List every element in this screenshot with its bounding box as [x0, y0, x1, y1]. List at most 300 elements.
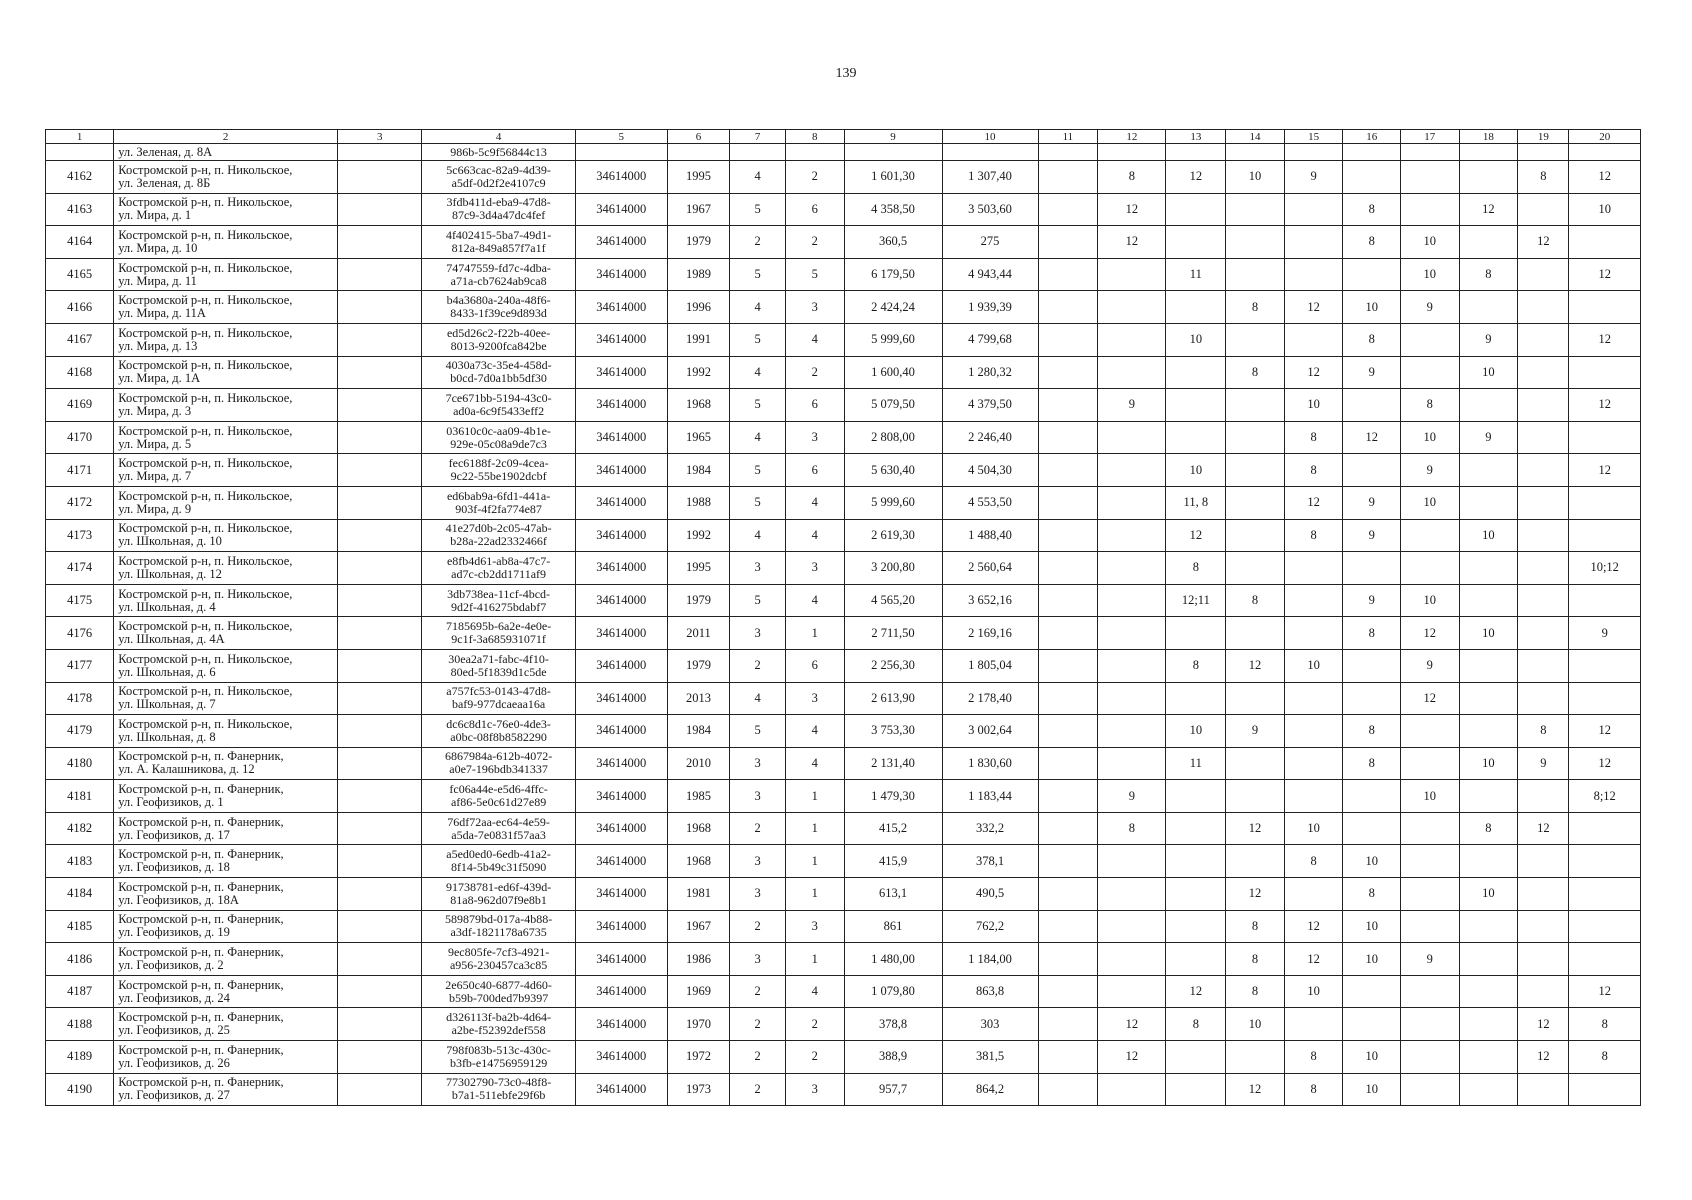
cell-c5: 34614000	[575, 486, 667, 519]
cell-c17: 12	[1400, 682, 1459, 715]
cell-c17	[1400, 161, 1459, 194]
row-number: 4188	[46, 1008, 114, 1041]
guid-line: 41e27d0b-2c05-47ab-	[445, 521, 552, 536]
cell-c3	[338, 682, 422, 715]
cell-c11	[1038, 356, 1098, 389]
cell-c18	[1459, 910, 1518, 943]
cell-c15: 10	[1284, 649, 1343, 682]
cell-c13: 11, 8	[1166, 486, 1226, 519]
cell-c14: 8	[1226, 291, 1285, 324]
cell-c7: 4	[730, 291, 785, 324]
cell-c3	[338, 389, 422, 422]
cell-c18	[1459, 161, 1518, 194]
row-number: 4167	[46, 323, 114, 356]
cell-c20: 10	[1569, 193, 1641, 226]
cell-c14	[1226, 682, 1285, 715]
cell-c12	[1098, 519, 1166, 552]
address-line: ул. Мира, д. 11А	[118, 306, 206, 321]
table-row	[46, 389, 1641, 422]
cell-c12	[1098, 552, 1166, 585]
column-number-header: 4	[422, 130, 576, 144]
cell-c3	[338, 258, 422, 291]
guid-line: 81a8-962d07f9e8b1	[450, 892, 547, 907]
guid-line: a757fc53-0143-47d8-	[446, 684, 551, 699]
cell-address	[114, 1073, 338, 1106]
cell-c19	[1518, 845, 1569, 878]
cell-c15: 10	[1284, 389, 1343, 422]
cell-c9: 2 424,24	[844, 291, 942, 324]
cell-c19	[1518, 323, 1569, 356]
cell-address	[114, 747, 338, 780]
cell-c14	[1226, 389, 1285, 422]
cell-c14	[1226, 486, 1285, 519]
cell-c18	[1459, 943, 1518, 976]
cell-c5: 34614000	[575, 649, 667, 682]
cell-c18: 9	[1459, 421, 1518, 454]
cell-c13	[1166, 421, 1226, 454]
cell-c17	[1400, 715, 1459, 748]
cell-c7: 4	[730, 356, 785, 389]
cell-c8: 6	[785, 454, 844, 487]
cell-guid	[422, 226, 576, 259]
cell-c13: 12	[1166, 519, 1226, 552]
row-number: 4175	[46, 584, 114, 617]
cell-c13: 10	[1166, 454, 1226, 487]
row-number: 4186	[46, 943, 114, 976]
cell-c18: 10	[1459, 617, 1518, 650]
cell-c15: 12	[1284, 910, 1343, 943]
cell-guid	[422, 943, 576, 976]
cell-c5: 34614000	[575, 226, 667, 259]
cell-c17: 9	[1400, 454, 1459, 487]
guid-line: b4a3680a-240a-48f6-	[446, 293, 551, 308]
guid-line: b59b-700ded7b9397	[448, 990, 549, 1005]
cell-c20: 12	[1569, 258, 1641, 291]
cell-c15	[1284, 323, 1343, 356]
address-line: ул. Школьная, д. 6	[118, 664, 216, 679]
cell-c20	[1569, 910, 1641, 943]
address-line: Костромской р-н, п. Никольское,	[118, 195, 293, 210]
cell-c15: 8	[1284, 845, 1343, 878]
table-row	[46, 812, 1641, 845]
cell-c16: 9	[1343, 356, 1401, 389]
row-number: 4179	[46, 715, 114, 748]
guid-line: 91738781-ed6f-439d-	[445, 879, 552, 894]
column-number-header: 6	[667, 130, 730, 144]
cell-c14: 8	[1226, 584, 1285, 617]
cell-c7: 5	[730, 193, 785, 226]
cell-c9: 4 358,50	[844, 193, 942, 226]
guid-line: 9d2f-416275bdabf7	[450, 599, 547, 614]
cell-c10: 378,1	[942, 845, 1038, 878]
cell-c18	[1459, 486, 1518, 519]
row-number: 4184	[46, 878, 114, 911]
cell-c3	[338, 356, 422, 389]
address-line: Костромской р-н, п. Фанерник,	[118, 1042, 284, 1057]
cell-c19: 12	[1518, 226, 1569, 259]
cell-c17: 10	[1400, 258, 1459, 291]
cell-c12	[1098, 1073, 1166, 1106]
cell-c11	[1038, 584, 1098, 617]
cell-c8: 3	[785, 1073, 844, 1106]
cell-c11	[1038, 161, 1098, 194]
address-line: Костромской р-н, п. Фанерник,	[118, 977, 284, 992]
address-line: ул. Геофизиков, д. 18	[118, 860, 230, 875]
cell-c13	[1166, 780, 1226, 813]
cell-c9: 2 619,30	[844, 519, 942, 552]
cell-c17	[1400, 1041, 1459, 1074]
cell-c19	[1518, 975, 1569, 1008]
cell-c3	[338, 845, 422, 878]
cell-address	[114, 1041, 338, 1074]
cell-c9: 1 479,30	[844, 780, 942, 813]
address-line: ул. Школьная, д. 4	[118, 599, 216, 614]
cell-c5: 34614000	[575, 715, 667, 748]
cell-address	[114, 682, 338, 715]
address-line: Костромской р-н, п. Никольское,	[118, 390, 293, 405]
row-number: 4172	[46, 486, 114, 519]
cell-c17	[1400, 552, 1459, 585]
cell-c17	[1400, 144, 1459, 161]
cell-c12: 9	[1098, 389, 1166, 422]
row-number: 4166	[46, 291, 114, 324]
cell-c12	[1098, 323, 1166, 356]
cell-c14	[1226, 258, 1285, 291]
cell-c17	[1400, 845, 1459, 878]
cell-c9: 2 808,00	[844, 421, 942, 454]
cell-c9: 3 200,80	[844, 552, 942, 585]
cell-c16	[1343, 975, 1401, 1008]
column-number-header: 15	[1284, 130, 1343, 144]
cell-c8: 2	[785, 1041, 844, 1074]
cell-c20: 12	[1569, 161, 1641, 194]
cell-c16: 8	[1343, 193, 1401, 226]
cell-c15: 8	[1284, 421, 1343, 454]
address-line: Костромской р-н, п. Никольское,	[118, 293, 293, 308]
cell-c12	[1098, 747, 1166, 780]
cell-c7	[730, 144, 785, 161]
cell-c16: 8	[1343, 715, 1401, 748]
row-number: 4183	[46, 845, 114, 878]
cell-c15: 8	[1284, 1073, 1343, 1106]
cell-c11	[1038, 910, 1098, 943]
cell-guid: 986b-5c9f56844c13	[422, 144, 576, 161]
cell-c13	[1166, 910, 1226, 943]
cell-c9: 2 256,30	[844, 649, 942, 682]
cell-c20	[1569, 291, 1641, 324]
cell-c17	[1400, 323, 1459, 356]
cell-c20: 12	[1569, 975, 1641, 1008]
address-line: ул. Геофизиков, д. 26	[118, 1055, 230, 1070]
address-line: Костромской р-н, п. Фанерник,	[118, 1010, 284, 1025]
cell-c8: 5	[785, 258, 844, 291]
guid-line: 87c9-3d4a47dc4fef	[451, 208, 546, 223]
cell-guid	[422, 454, 576, 487]
cell-guid	[422, 584, 576, 617]
cell-c10: 863,8	[942, 975, 1038, 1008]
cell-c7: 3	[730, 943, 785, 976]
cell-c15	[1284, 226, 1343, 259]
cell-address	[114, 161, 338, 194]
address-line: Костромской р-н, п. Фанерник,	[118, 814, 284, 829]
cell-c11	[1038, 1041, 1098, 1074]
cell-c10: 4 799,68	[942, 323, 1038, 356]
table-row	[46, 910, 1641, 943]
cell-c8: 6	[785, 193, 844, 226]
cell-c18	[1459, 845, 1518, 878]
cell-c10: 3 503,60	[942, 193, 1038, 226]
guid-line: b0cd-7d0a1bb5df30	[450, 371, 547, 386]
guid-line: fc06a44e-e5d6-4ffc-	[449, 782, 548, 797]
cell-c13	[1166, 812, 1226, 845]
cell-c19	[1518, 878, 1569, 911]
cell-guid	[422, 291, 576, 324]
table-row	[46, 649, 1641, 682]
cell-c20: 8	[1569, 1041, 1641, 1074]
guid-line: 4f402415-5ba7-49d1-	[445, 227, 552, 242]
cell-c11	[1038, 258, 1098, 291]
cell-c19	[1518, 780, 1569, 813]
cell-c6: 1967	[667, 910, 730, 943]
cell-c16	[1343, 780, 1401, 813]
cell-c11	[1038, 421, 1098, 454]
cell-c14	[1226, 421, 1285, 454]
row-number: 4187	[46, 975, 114, 1008]
cell-address	[114, 715, 338, 748]
cell-c5: 34614000	[575, 258, 667, 291]
cell-guid	[422, 910, 576, 943]
cell-c13: 12	[1166, 161, 1226, 194]
address-line: Костромской р-н, п. Никольское,	[118, 684, 293, 699]
address-line: Костромской р-н, п. Никольское,	[118, 456, 293, 471]
cell-c19	[1518, 144, 1569, 161]
cell-c12: 12	[1098, 226, 1166, 259]
cell-c17: 9	[1400, 291, 1459, 324]
cell-c11	[1038, 454, 1098, 487]
table-row	[46, 486, 1641, 519]
cell-c16: 8	[1343, 747, 1401, 780]
cell-c9: 4 565,20	[844, 584, 942, 617]
cell-c20: 12	[1569, 389, 1641, 422]
cell-address	[114, 584, 338, 617]
cell-c6: 1992	[667, 356, 730, 389]
cell-c3	[338, 421, 422, 454]
row-number: 4182	[46, 812, 114, 845]
cell-c3	[338, 617, 422, 650]
cell-c3	[338, 454, 422, 487]
cell-c5: 34614000	[575, 291, 667, 324]
cell-c9: 957,7	[844, 1073, 942, 1106]
table-row	[46, 258, 1641, 291]
cell-c3	[338, 144, 422, 161]
cell-c20	[1569, 878, 1641, 911]
cell-c12	[1098, 486, 1166, 519]
cell-c9: 5 630,40	[844, 454, 942, 487]
cell-c19	[1518, 682, 1569, 715]
guid-line: 903f-4f2fa774e87	[455, 501, 542, 516]
cell-c6: 1979	[667, 584, 730, 617]
cell-c6: 1969	[667, 975, 730, 1008]
cell-c9	[844, 144, 942, 161]
cell-c15: 9	[1284, 161, 1343, 194]
guid-line: d326113f-ba2b-4d64-	[446, 1010, 552, 1025]
cell-c19	[1518, 389, 1569, 422]
cell-guid	[422, 421, 576, 454]
address-line: Костромской р-н, п. Фанерник,	[118, 847, 284, 862]
cell-c16: 9	[1343, 519, 1401, 552]
cell-c14: 9	[1226, 715, 1285, 748]
cell-c5: 34614000	[575, 780, 667, 813]
row-number: 4171	[46, 454, 114, 487]
table-row	[46, 291, 1641, 324]
cell-c20	[1569, 226, 1641, 259]
cell-c10: 1 488,40	[942, 519, 1038, 552]
cell-c5: 34614000	[575, 682, 667, 715]
cell-c19	[1518, 193, 1569, 226]
cell-c8: 4	[785, 519, 844, 552]
cell-c7: 2	[730, 1073, 785, 1106]
cell-c9: 360,5	[844, 226, 942, 259]
page-number: 139	[835, 66, 857, 81]
cell-c12: 8	[1098, 812, 1166, 845]
cell-address	[114, 454, 338, 487]
cell-c7: 4	[730, 682, 785, 715]
table-row	[46, 715, 1641, 748]
cell-c5: 34614000	[575, 389, 667, 422]
cell-c19	[1518, 552, 1569, 585]
cell-c7: 2	[730, 1041, 785, 1074]
cell-c10: 2 169,16	[942, 617, 1038, 650]
cell-c7: 5	[730, 715, 785, 748]
cell-c6: 1968	[667, 812, 730, 845]
cell-address	[114, 356, 338, 389]
table-row	[46, 193, 1641, 226]
cell-c14	[1226, 519, 1285, 552]
cell-guid	[422, 161, 576, 194]
guid-line: 8f14-5b49c31f5090	[450, 860, 547, 875]
guid-line: 3db738ea-11cf-4bcd-	[447, 586, 551, 601]
cell-c11	[1038, 845, 1098, 878]
cell-c14	[1226, 747, 1285, 780]
guid-line: 5c663cac-82a9-4d39-	[446, 162, 551, 177]
row-number: 4189	[46, 1041, 114, 1074]
cell-c6: 1992	[667, 519, 730, 552]
cell-c12	[1098, 356, 1166, 389]
cell-guid	[422, 780, 576, 813]
guid-line: e8fb4d61-ab8a-47c7-	[446, 553, 551, 568]
cell-c16: 10	[1343, 943, 1401, 976]
cell-c14: 10	[1226, 1008, 1285, 1041]
cell-c8: 2	[785, 1008, 844, 1041]
cell-c11	[1038, 878, 1098, 911]
cell-c3	[338, 291, 422, 324]
table-row	[46, 1073, 1641, 1106]
cell-c18	[1459, 389, 1518, 422]
cell-c5: 34614000	[575, 519, 667, 552]
cell-c13	[1166, 356, 1226, 389]
cell-address	[114, 519, 338, 552]
cell-c8: 4	[785, 486, 844, 519]
column-number-header: 17	[1400, 130, 1459, 144]
cell-c13	[1166, 389, 1226, 422]
cell-c11	[1038, 1008, 1098, 1041]
cell-c18: 10	[1459, 519, 1518, 552]
cell-c8: 4	[785, 715, 844, 748]
cell-c8: 4	[785, 584, 844, 617]
table-row	[46, 356, 1641, 389]
cell-c18	[1459, 454, 1518, 487]
cell-c14: 8	[1226, 910, 1285, 943]
cell-c7: 3	[730, 747, 785, 780]
cell-c14	[1226, 454, 1285, 487]
cell-c8: 1	[785, 617, 844, 650]
cell-guid	[422, 1008, 576, 1041]
cell-c12	[1098, 943, 1166, 976]
cell-c20	[1569, 519, 1641, 552]
cell-c17: 10	[1400, 584, 1459, 617]
address-line: ул. Геофизиков, д. 19	[118, 925, 230, 940]
guid-line: fec6188f-2c09-4cea-	[448, 456, 549, 471]
cell-c15	[1284, 584, 1343, 617]
address-line: ул. Геофизиков, д. 17	[118, 827, 230, 842]
cell-c16: 8	[1343, 617, 1401, 650]
table-row	[46, 584, 1641, 617]
cell-c18	[1459, 649, 1518, 682]
address-line: Костромской р-н, п. Никольское,	[118, 716, 293, 731]
cell-c11	[1038, 715, 1098, 748]
column-number-row	[46, 130, 1641, 144]
guid-line: 3fdb411d-eba9-47d8-	[446, 195, 551, 210]
table-row	[46, 943, 1641, 976]
cell-c11	[1038, 144, 1098, 161]
table-row	[46, 1008, 1641, 1041]
cell-c3	[338, 975, 422, 1008]
cell-address	[114, 1008, 338, 1041]
row-number: 4178	[46, 682, 114, 715]
cell-c18: 10	[1459, 747, 1518, 780]
guid-line: 6867984a-612b-4072-	[444, 749, 553, 764]
cell-guid	[422, 356, 576, 389]
cell-guid	[422, 812, 576, 845]
cell-c13: 12	[1166, 975, 1226, 1008]
guid-line: 8433-1f39ce9d893d	[450, 306, 547, 321]
cell-c6: 1984	[667, 715, 730, 748]
cell-c14: 12	[1226, 812, 1285, 845]
row-number: 4174	[46, 552, 114, 585]
column-number-header: 7	[730, 130, 785, 144]
cell-c19	[1518, 258, 1569, 291]
cell-c12	[1098, 682, 1166, 715]
cell-c13	[1166, 226, 1226, 259]
cell-c15: 12	[1284, 356, 1343, 389]
cell-c13: 10	[1166, 715, 1226, 748]
cell-guid	[422, 519, 576, 552]
guid-line: a2be-f52392def558	[451, 1023, 546, 1038]
cell-c13	[1166, 617, 1226, 650]
address-line: ул. Мира, д. 1	[118, 208, 192, 223]
cell-guid	[422, 617, 576, 650]
table-row	[46, 617, 1641, 650]
cell-c8: 1	[785, 812, 844, 845]
cell-c5: 34614000	[575, 193, 667, 226]
cell-c7: 5	[730, 258, 785, 291]
address-line: ул. Мира, д. 9	[118, 501, 192, 516]
cell-c11	[1038, 1073, 1098, 1106]
address-line: Костромской р-н, п. Никольское,	[118, 358, 293, 373]
row-number: 4170	[46, 421, 114, 454]
cell-c11	[1038, 323, 1098, 356]
cell-c17: 12	[1400, 617, 1459, 650]
